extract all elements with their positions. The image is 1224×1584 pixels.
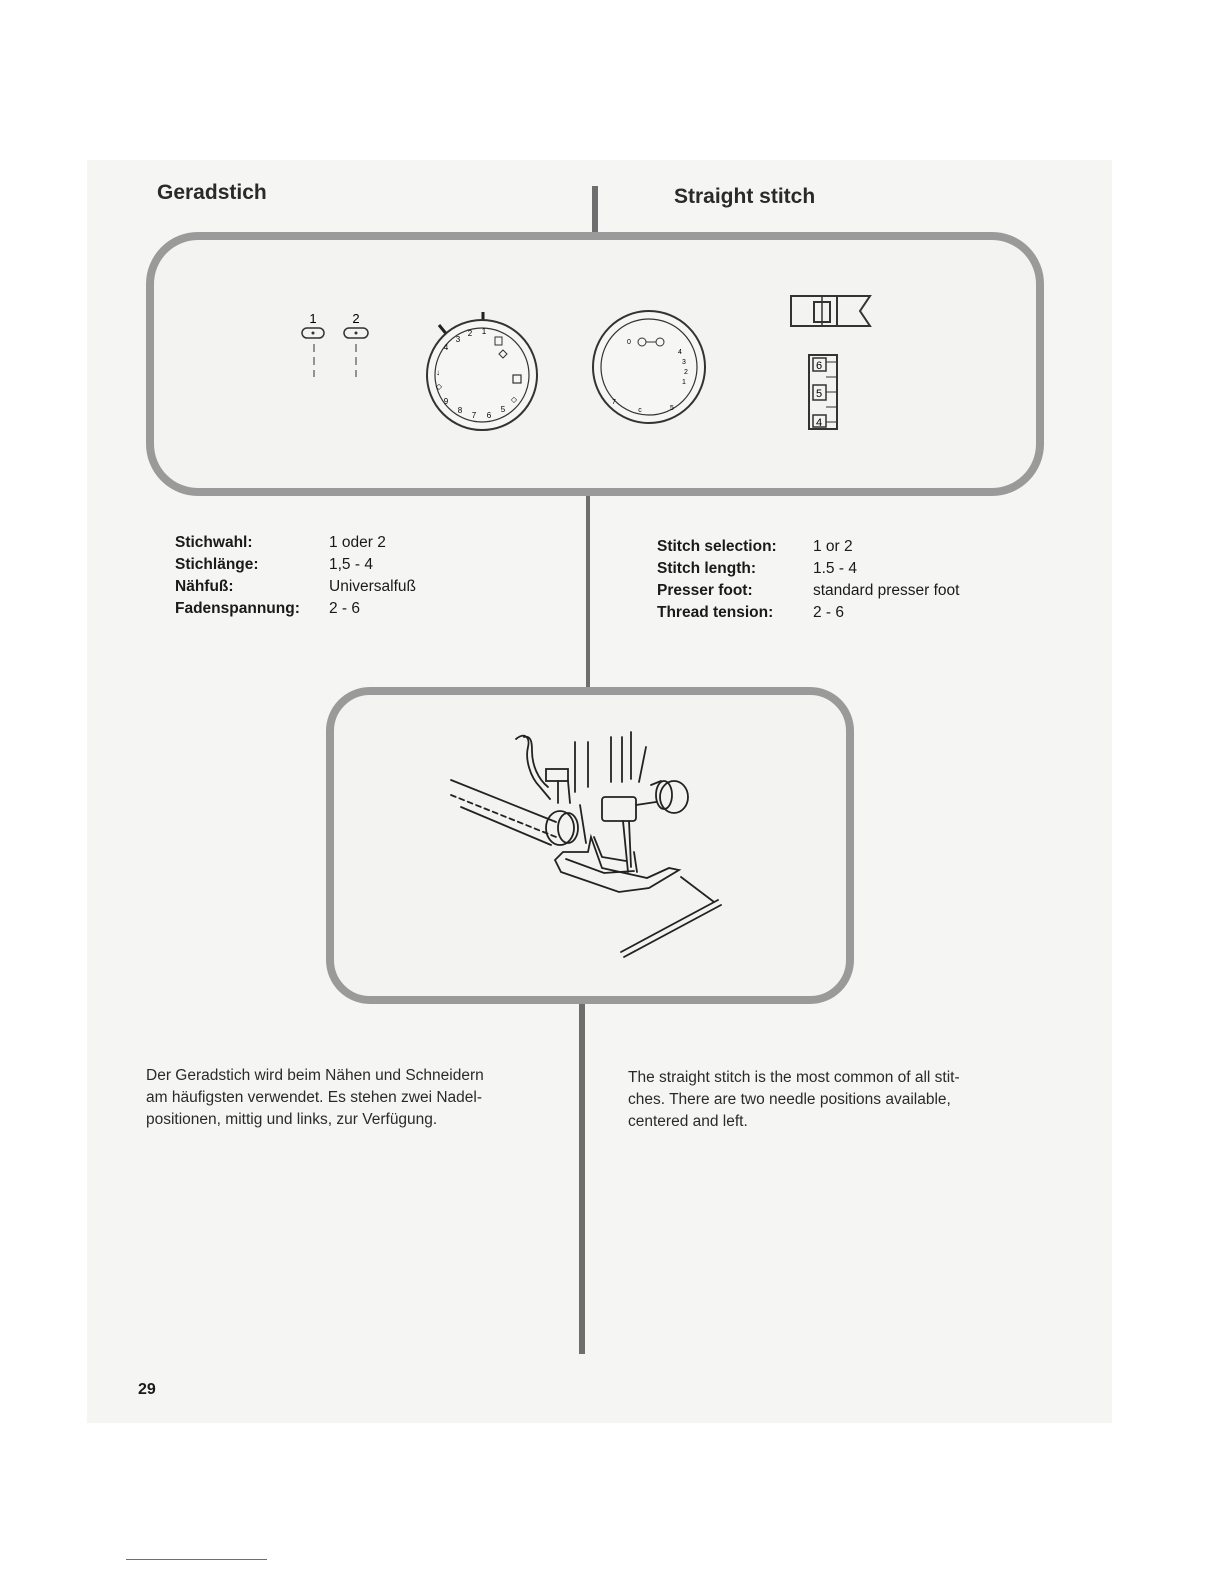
description-line: positionen, mittig und links, zur Verfügung. <box>146 1111 438 1128</box>
spec-value: 2 - 6 <box>329 600 361 617</box>
spec-value: 1 oder 2 <box>329 534 386 551</box>
svg-text:5: 5 <box>670 405 674 412</box>
spec-label: Nähfuß: <box>175 578 234 595</box>
spec-label: Stichwahl: <box>175 534 253 551</box>
svg-text:2: 2 <box>467 329 473 338</box>
specs-german <box>175 532 416 620</box>
svg-text:6: 6 <box>486 411 492 420</box>
svg-text:↓: ↓ <box>436 368 440 377</box>
description-line: centered and left. <box>628 1113 748 1130</box>
stitch-length-dial <box>593 311 705 423</box>
spec-label: Fadenspannung: <box>175 600 300 617</box>
thread-tension-scale <box>809 355 837 429</box>
svg-text:◇: ◇ <box>435 382 443 391</box>
description-line: The straight stitch is the most common of all stit- <box>628 1069 960 1086</box>
spec-value: 1,5 - 4 <box>329 556 373 573</box>
description-line: Der Geradstich wird beim Nähen und Schneidern <box>146 1067 484 1084</box>
svg-text:1: 1 <box>481 327 487 336</box>
center-divider-top <box>592 186 598 238</box>
svg-text:2: 2 <box>684 369 688 376</box>
svg-text:0: 0 <box>627 339 631 346</box>
svg-text:4: 4 <box>443 343 449 352</box>
svg-text:8: 8 <box>457 406 463 415</box>
svg-text:4: 4 <box>815 417 823 429</box>
sewing-foot-illustration <box>326 687 854 1004</box>
svg-text:3: 3 <box>682 359 686 366</box>
page-number: 29 <box>138 1381 156 1398</box>
spec-value: 2 - 6 <box>813 604 845 621</box>
svg-text:1: 1 <box>682 379 686 386</box>
svg-text:7: 7 <box>612 399 616 406</box>
spec-label: Stichlänge: <box>175 556 259 573</box>
svg-text:5: 5 <box>815 388 823 400</box>
title-english: Straight stitch <box>674 185 816 208</box>
spec-value: Universalfuß <box>329 578 416 595</box>
description-line: am häufigsten verwendet. Es stehen zwei Nadel- <box>146 1089 483 1106</box>
description-line: ches. There are two needle positions available, <box>628 1091 951 1108</box>
svg-text:9: 9 <box>443 397 449 406</box>
svg-text:2: 2 <box>352 311 360 326</box>
svg-text:4: 4 <box>678 349 682 356</box>
svg-text:◇: ◇ <box>510 395 518 404</box>
stitch-selection-dial <box>427 312 537 430</box>
needle-position-icon <box>302 311 368 377</box>
spec-value: 1.5 - 4 <box>813 560 857 577</box>
title-german: Geradstich <box>157 181 267 204</box>
spec-label: Thread tension: <box>657 604 774 621</box>
settings-illustrations <box>146 232 1044 496</box>
presser-foot-icon <box>791 296 870 326</box>
svg-text:6: 6 <box>815 360 823 372</box>
spec-value: standard presser foot <box>813 582 960 599</box>
svg-text:c: c <box>638 407 642 414</box>
svg-text:7: 7 <box>471 411 477 420</box>
center-divider-bottom <box>579 1002 585 1354</box>
center-divider-middle <box>586 492 590 687</box>
spec-label: Stitch selection: <box>657 538 777 555</box>
footer-rule <box>126 1559 267 1560</box>
description-german <box>146 1065 484 1131</box>
svg-text:3: 3 <box>455 335 461 344</box>
specs-english <box>657 536 959 624</box>
spec-value: 1 or 2 <box>813 538 853 555</box>
svg-text:1: 1 <box>309 311 317 326</box>
spec-label: Stitch length: <box>657 560 757 577</box>
spec-label: Presser foot: <box>657 582 753 599</box>
description-english <box>628 1067 960 1133</box>
svg-text:5: 5 <box>500 405 506 414</box>
